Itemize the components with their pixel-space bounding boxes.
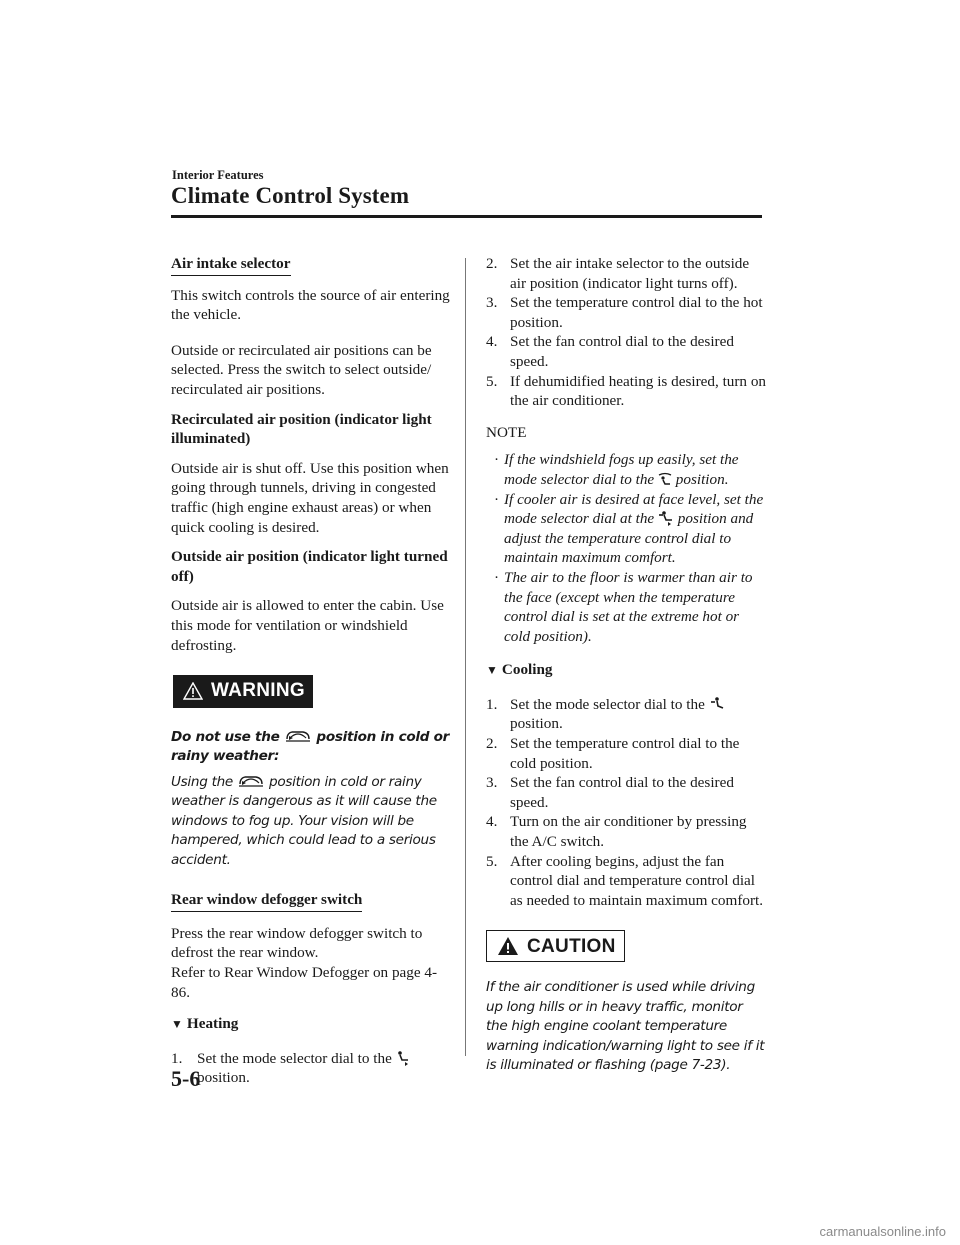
step-text: Turn on the air conditioner by pressing the A/C switch.	[510, 813, 747, 851]
heating-step-5	[486, 372, 766, 411]
face-mode-icon	[709, 696, 725, 712]
cooling-step-5	[486, 852, 766, 911]
page-number: 5-6	[171, 1066, 201, 1091]
air-intake-p2: Outside or recirculated air positions can be selected. Press the switch to select outside/ recirculated air positions.	[171, 341, 432, 398]
outside-body: Outside air is allowed to enter the cabin. Use this mode for ventilation or windshield defrosting.	[171, 597, 444, 654]
warning-body-a: Using the	[171, 773, 233, 790]
caution-badge	[486, 930, 625, 962]
warning-badge	[173, 675, 313, 708]
note-label: NOTE	[486, 423, 527, 441]
step-number: 5.	[486, 372, 498, 390]
defogger-heading: Rear window defogger switch	[171, 890, 362, 912]
step-number: 2.	[486, 735, 498, 753]
warning-text	[171, 728, 451, 871]
page-title: Climate Control System	[171, 183, 410, 208]
step-number: 3.	[486, 294, 498, 312]
warning-label: WARNING	[211, 680, 305, 702]
note-item-2: · If cooler air is desired at face level, set the mode selector dial at the position and adjust the temperature control dial to maintain maximum comfort.	[493, 490, 764, 567]
caution-label: CAUTION	[527, 935, 616, 957]
step-text: After cooling begins, adjust the fan control dial and temperature control dial as needed to maintain maximum comfort.	[510, 852, 764, 909]
header-rule	[171, 215, 762, 218]
column-divider	[465, 258, 466, 1056]
step-text: Set the fan control dial to the desired speed.	[510, 774, 734, 811]
caution-text: If the air conditioner is used while driving up long hills or in heavy traffic, monitor the high engine coolant temperature warning indication/warning light to see if it is illuminated or flashing (page 7-23).	[486, 979, 765, 1074]
triangle-down-icon: ▼	[171, 1017, 183, 1032]
note2-a: If cooler air is desired at face level, set the mode selector dial at the	[504, 490, 764, 528]
face-foot-mode-icon	[658, 510, 674, 526]
watermark: carmanualsonline.info	[819, 1224, 946, 1239]
recirc-body: Outside air is shut off. Use this position when going through tunnels, driving in congested traffic (high engine exhaust areas) or when quick cooling is desired.	[171, 459, 449, 536]
heating-step-2	[486, 254, 766, 293]
step-text: Set the temperature control dial to the hot position.	[510, 294, 763, 331]
heating-heading: Heating	[186, 1015, 239, 1033]
cooling-step-4	[486, 812, 766, 851]
step-number: 5.	[486, 852, 498, 870]
air-intake-heading: Air intake selector	[171, 254, 291, 276]
windshield-foot-mode-icon	[658, 472, 672, 487]
step-number: 3.	[486, 774, 498, 792]
cooling-heading-row	[486, 660, 766, 681]
triangle-down-icon: ▼	[486, 663, 498, 678]
warning-body-b: position in cold or rainy weather is dangerous as it will cause the windows to fog up. Your vision will be hampered, which could lead to a serious accident.	[171, 773, 437, 868]
step-text: Set the temperature control dial to the cold position.	[510, 735, 740, 772]
defogger-p2: Refer to Rear Window Defogger on page 4-86.	[171, 963, 438, 1001]
cooling-step-1	[486, 695, 766, 734]
heating-step-1	[171, 1049, 451, 1088]
step-number: 2.	[486, 255, 498, 272]
warning-bold-b: position in cold or rainy weather:	[171, 728, 450, 765]
heating-step1-a: Set the mode selector dial to the	[197, 1049, 392, 1067]
cooling-step1-a: Set the mode selector dial to the	[510, 695, 705, 713]
heating-step-3	[486, 293, 766, 332]
outside-heading: Outside air position (indicator light turned off)	[171, 548, 448, 585]
cooling-step1-b: position.	[510, 715, 563, 733]
caution-block	[486, 930, 766, 962]
step-number: 1.	[171, 1049, 183, 1067]
warning-bold-a: Do not use the	[171, 728, 280, 745]
note1-a: If the windshield fogs up easily, set the mode selector dial to the	[504, 451, 739, 488]
step-number: 1.	[486, 695, 498, 713]
warning-triangle-icon	[183, 682, 203, 700]
defogger-p1: Press the rear window defogger switch to defrost the rear window.	[171, 924, 423, 962]
recirc-heading: Recirculated air position (indicator light illuminated)	[171, 410, 432, 448]
recirculated-air-icon	[284, 728, 312, 744]
note1-b: position.	[675, 470, 729, 488]
note-list	[486, 450, 766, 646]
step-number: 4.	[486, 333, 498, 351]
note3: The air to the floor is warmer than air to the face (except when the temperature control dial is set at the extreme hot or cold position).	[504, 568, 753, 645]
note-item-1: · If the windshield fogs up easily, set the mode selector dial to the position.	[493, 451, 739, 488]
air-intake-p1: This switch controls the source of air entering the vehicle.	[171, 286, 450, 324]
heating-step-4	[486, 332, 766, 371]
left-column	[171, 254, 451, 1088]
note2-b: position and adjust the temperature control dial to maintain maximum comfort.	[504, 510, 754, 567]
cooling-step-3	[486, 773, 766, 812]
step-number: 4.	[486, 813, 498, 831]
warning-block	[171, 675, 451, 708]
cooling-heading: Cooling	[501, 661, 553, 679]
section-label: Interior Features	[172, 168, 264, 182]
note-item-3: · The air to the floor is warmer than air to the face (except when the temperature control dial is set at the extreme hot or cold position).	[486, 568, 766, 646]
foot-mode-icon	[396, 1050, 410, 1066]
recirculated-air-icon	[237, 773, 265, 789]
step-text: If dehumidified heating is desired, turn on the air conditioner.	[510, 372, 767, 410]
cooling-step-2	[486, 734, 766, 773]
caution-triangle-icon	[497, 936, 519, 956]
heating-heading-row	[171, 1014, 451, 1035]
step-text: Set the air intake selector to the outside air position (indicator light turns off).	[510, 255, 750, 292]
step-text: Set the fan control dial to the desired speed.	[510, 333, 734, 370]
right-column	[486, 254, 766, 1076]
heating-step1-b: position.	[197, 1069, 250, 1087]
